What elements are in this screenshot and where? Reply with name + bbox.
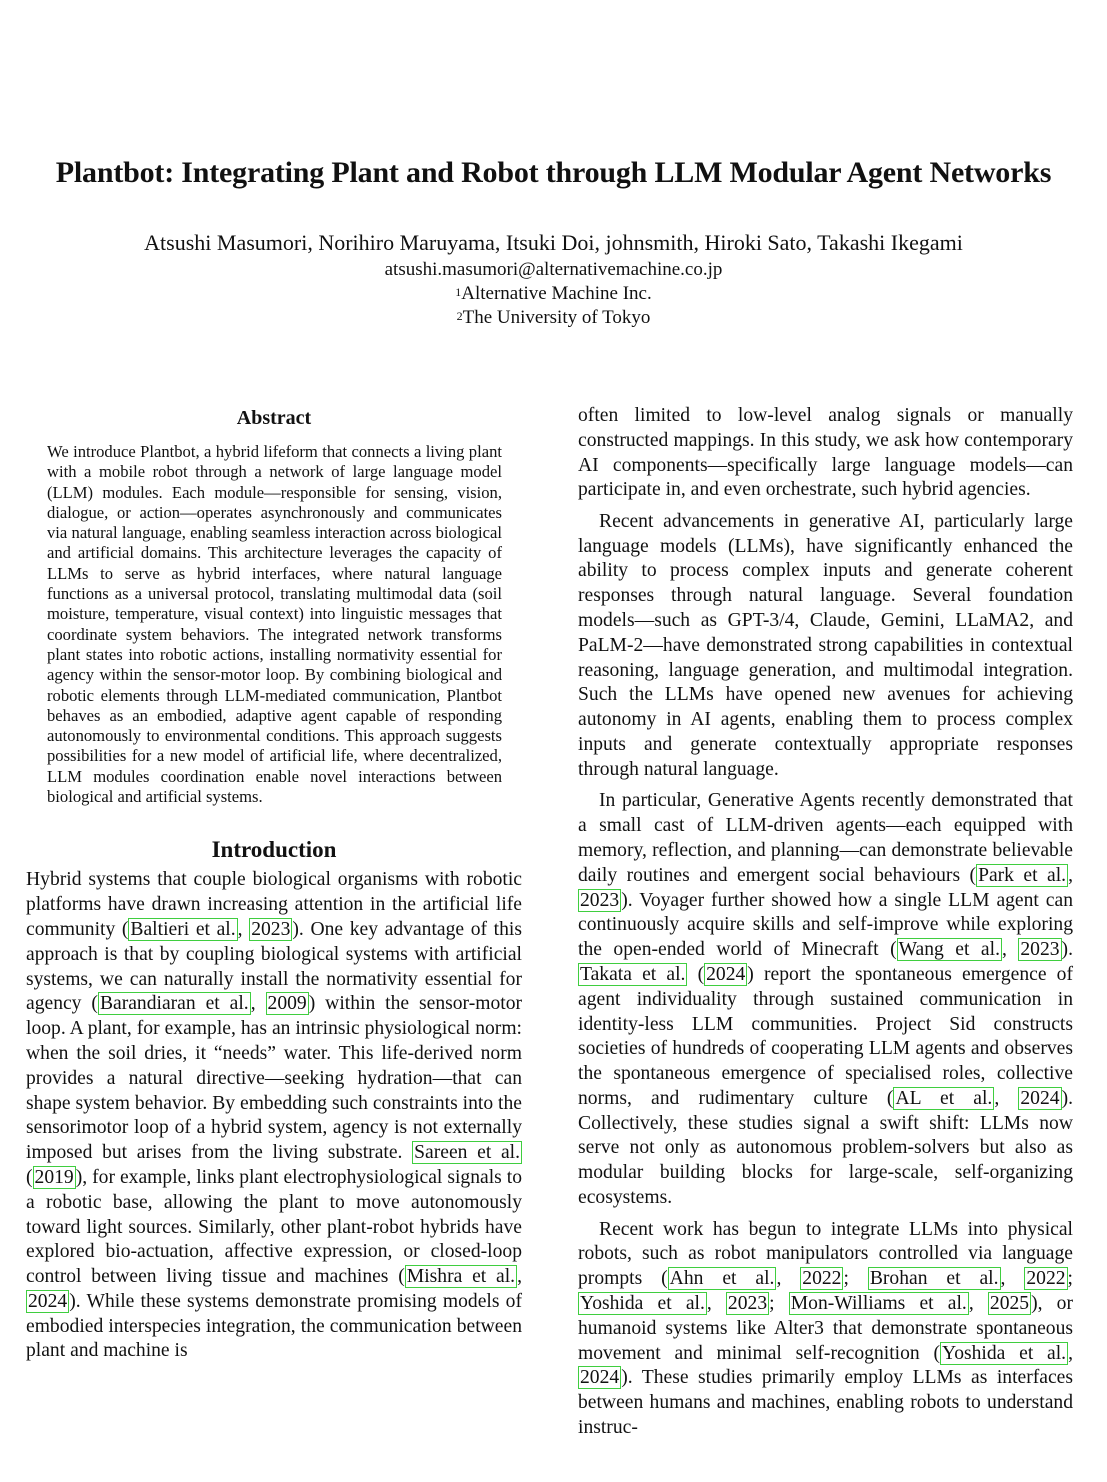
citation-link[interactable]: Takata et al.	[580, 963, 686, 985]
citation-link[interactable]: Park et al.	[978, 864, 1067, 886]
citation-link[interactable]: Ahn et al.	[669, 1268, 775, 1290]
affiliation-2	[0, 306, 1107, 330]
citation-link[interactable]: Yoshida et al.	[580, 1292, 705, 1314]
citation-link[interactable]: Yoshida et al.	[942, 1342, 1067, 1364]
citation-link[interactable]: Mon-Williams et al.	[790, 1292, 967, 1314]
citation-link[interactable]: Baltieri et al.	[130, 918, 236, 940]
affiliation-1	[0, 282, 1107, 306]
left-column	[26, 404, 522, 1364]
citation-year-link[interactable]: 2022	[1026, 1268, 1066, 1290]
citation-link[interactable]: Barandiaran et al.	[99, 993, 249, 1015]
right-column	[578, 404, 1073, 1447]
author-email: atsushi.masumori@alternativemachine.co.jp	[384, 259, 723, 280]
citation-year-link[interactable]: 2009	[267, 993, 307, 1015]
citation-link[interactable]: Sareen et al.	[414, 1142, 520, 1164]
citation-year-link[interactable]: 2023	[1020, 939, 1060, 961]
citation-year-link[interactable]: 2023	[580, 889, 620, 911]
citation-year-link[interactable]: 2023	[251, 918, 291, 940]
affiliation-2-mark: 2	[456, 309, 463, 323]
citation-link[interactable]: Mishra et al.	[406, 1266, 516, 1288]
abstract-heading: Abstract	[236, 407, 312, 429]
affiliation-2-name: The University of Tokyo	[462, 307, 651, 328]
author-list: Atsushi Masumori, Norihiro Maruyama, Itsuki Doi, johnsmith, Hiroki Sato, Takashi Ikegami	[144, 230, 963, 255]
intro-paragraph-2: Recent advancements in generative AI, particularly large language models (LLMs), have significantly enhanced the ability to process complex inputs and generate coherent responses through natural language. Several foundation models—such as GPT-3/4, Claude, Gemini, LLaMA2, and PaLM-2—have demonstrated strong capabilities in contextual reasoning, language generation, and multimodal integration. Such the LLMs have opened new avenues for achieving autonomy in AI agents, enabling them to process complex inputs and generate contextually appropriate responses through natural language.	[578, 510, 1073, 780]
paper-title: Plantbot: Integrating Plant and Robot through LLM Modular Agent Networks	[55, 156, 1052, 189]
citation-link[interactable]: AL et al.	[895, 1087, 993, 1109]
intro-paragraph-continued: often limited to low-level analog signals or manually constructed mappings. In this study, we ask how contemporary AI components—specifically large language models—can participate in, and even orchestrate, such hybrid agencies.	[578, 405, 1073, 501]
citation-year-link[interactable]: 2024	[28, 1290, 68, 1312]
citation-link[interactable]: Wang et al.	[898, 939, 1000, 961]
intro-paragraph-3: In particular, Generative Agents recently demonstrated that a small cast of LLM-driven agents—each equipped with memory, reflection, and planning—can demonstrate believable daily routines and emergent social behaviours ( Park et al. , 2023 ). Voyager further showed how a single LLM agent can continuously acquire skills and self-improve while exploring the open-ended world of Minecraft ( Wang et al. , 2023 ). Takata et al. ( 2024 ) report the spontaneous emergence of agent individuality through sustained communication in identity-less LLM communities. Project Sid constructs societies of hundreds of cooperating LLM agents and observes the spontaneous emergence of specialised roles, collective norms, and rudimentary culture ( AL et al. , 2024 ). Collectively, these studies signal a swift shift: LLMs now serve not only as autonomous problem-solvers but also as modular building blocks for large-scale, self-organizing ecosystems.	[578, 790, 1073, 1209]
introduction-heading: Introduction	[211, 837, 337, 863]
citation-year-link[interactable]: 2022	[802, 1268, 842, 1290]
abstract-text: We introduce Plantbot, a hybrid lifeform that connects a living plant with a mobile robot through a network of large language model (LLM) modules. Each module—responsible for sensing, vision, dialogue, or action—operates asynchronously and communicates via natural language, enabling seamless interaction across biological and artificial domains. This architecture leverages the capacity of LLMs to serve as hybrid interfaces, where natural language functions as a universal protocol, translating multimodal data (soil moisture, temperature, visual context) into linguistic messages that coordinate system behaviors. The integrated network transforms plant states into robotic actions, installing normativity essential for agency within the sensor-motor loop. By combining biological and robotic elements through LLM-mediated communication, Plantbot behaves as an embodied, adaptive agent capable of responding autonomously to environmental conditions. This approach suggests possibilities for a new model of artificial life, where decentralized, LLM modules coordination enable novel interactions between biological and artificial systems.	[47, 442, 502, 807]
intro-paragraph-4: Recent work has begun to integrate LLMs into physical robots, such as robot manipulators controlled via language prompts ( Ahn et al. , 2022 ; Brohan et al. , 2022 ; Yoshida et al. , 2023 ; Mon-Williams et al. , 2025 ), or humanoid systems like Alter3 that demonstrate spontaneous movement and minimal self-recognition ( Yoshida et al. , 2024 ). These studies primarily employ LLMs as interfaces between humans and machines, enabling robots to understand instruc-	[578, 1218, 1073, 1438]
citation-year-link[interactable]: 2019	[34, 1166, 74, 1188]
citation-year-link[interactable]: 2023	[727, 1292, 768, 1314]
citation-year-link[interactable]: 2024	[706, 963, 746, 985]
affiliation-1-mark: 1	[455, 285, 462, 299]
intro-paragraph-1: Hybrid systems that couple biological organisms with robotic platforms have drawn increasing attention in the artificial life community ( Baltieri et al. , 2023 ). One key advantage of this approach is that by coupling biological systems with artificial systems, we can naturally install the normativity essential for agency ( Barandiaran et al. , 2009 ) within the sensor-motor loop. A plant, for example, has an intrinsic physiological norm: when the soil dries, it “needs” water. This life-derived norm provides a natural directive—seeking hydration—that can shape system behavior. By embedding such constraints into the sensorimotor loop of a hybrid system, agency is not externally imposed but arises from the living substrate. Sareen et al. ( 2019 ), for example, links plant electrophysiological signals to a robotic base, allowing the plant to move autonomously toward light sources. Similarly, other plant-robot hybrids have explored bio-actuation, affective expression, or closed-loop control between living tissue and machines ( Mishra et al. , 2024 ). While these systems demonstrate promising models of embodied interspecies integration, the communication between plant and machine is	[26, 869, 523, 1362]
affiliation-1-name: Alternative Machine Inc.	[461, 283, 652, 304]
citation-year-link[interactable]: 2024	[1020, 1087, 1060, 1109]
citation-year-link[interactable]: 2025	[989, 1292, 1030, 1314]
citation-year-link[interactable]: 2024	[580, 1367, 620, 1389]
citation-link[interactable]: Brohan et al.	[869, 1268, 999, 1290]
